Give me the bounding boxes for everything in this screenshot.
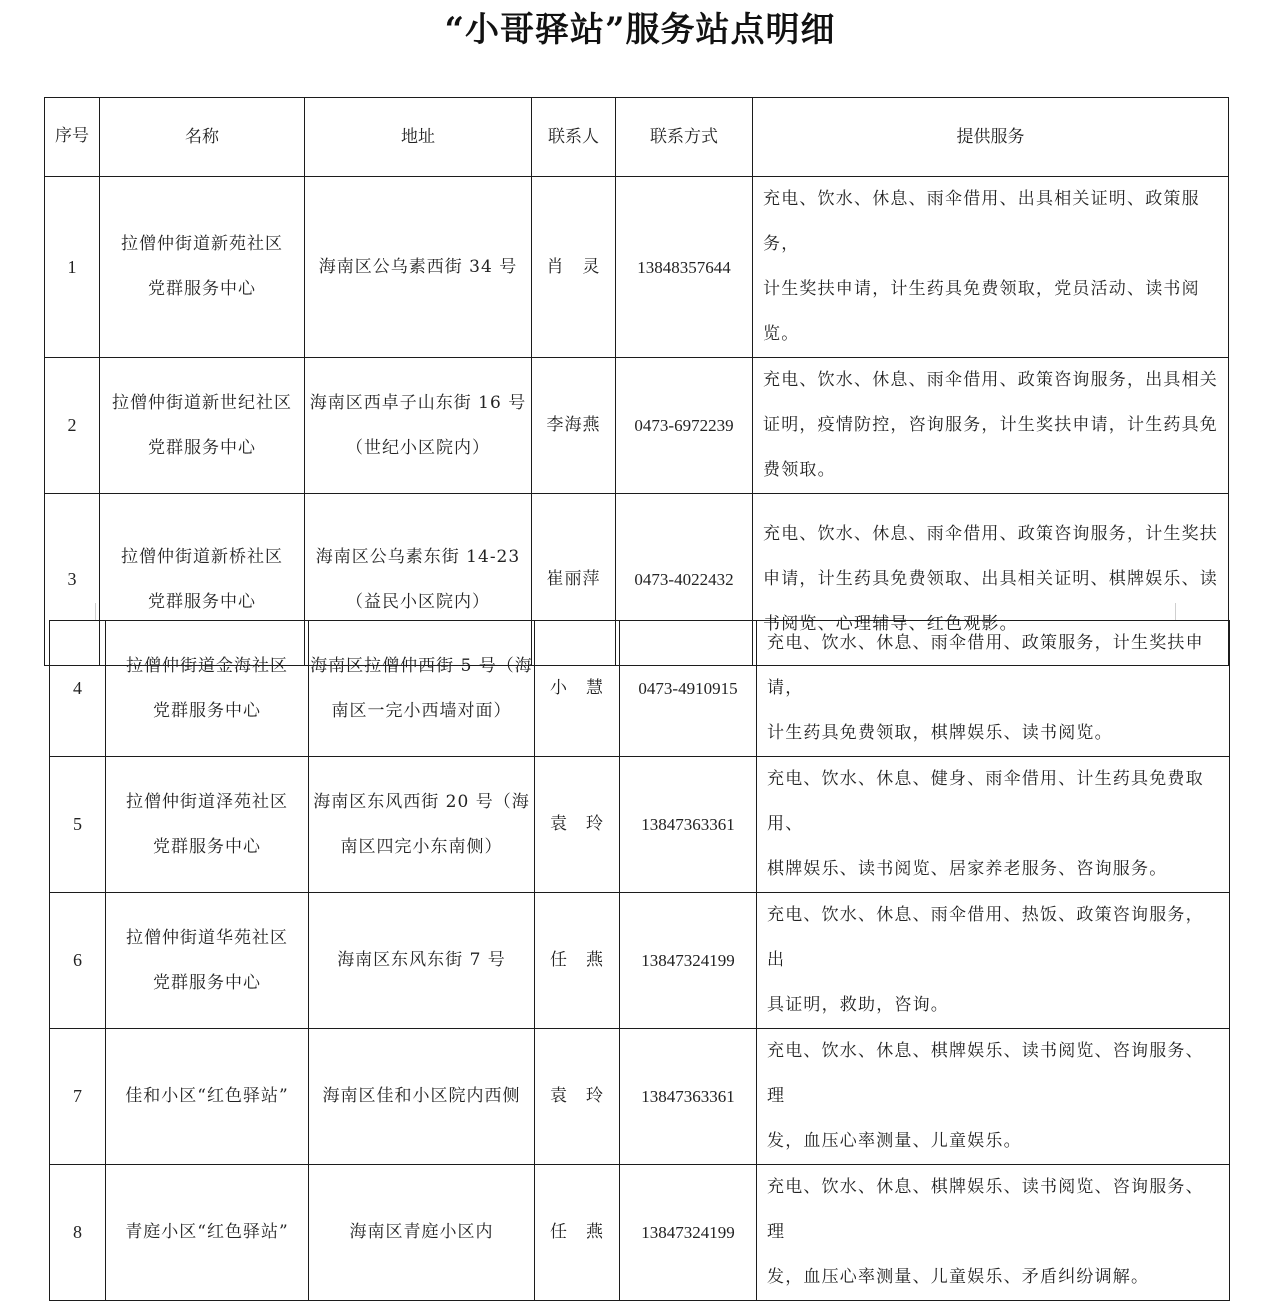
header-contact-person: 联系人 [532,98,616,177]
station-address-line: 海南区东风西街 20 号（海 [313,791,530,812]
services-line: 计生药具免费领取，棋牌娱乐、读书阅览。 [767,723,1113,743]
services [757,757,1230,893]
stations-table-part-2 [49,620,1230,1301]
services [757,893,1230,1029]
services-line: 充电、饮水、休息、雨伞借用、政策服务，计生奖扶申请， [767,633,1204,698]
contact-phone: 0473-4022432 [616,494,753,666]
contact-phone: 13847324199 [620,1165,757,1301]
services-line: 发，血压心率测量、儿童娱乐、矛盾纠纷调解。 [767,1267,1150,1287]
contact-person: 任 燕 [535,1165,620,1301]
contact-person: 肖 灵 [532,177,616,358]
services [757,1165,1230,1301]
table-row [45,358,1229,494]
station-name-line: 党群服务中心 [148,591,256,612]
station-name-line: 党群服务中心 [153,972,261,993]
page-title: “小哥驿站”服务站点明细 [444,10,836,50]
contact-person: 小 慧 [535,621,620,757]
station-name-line: 党群服务中心 [153,700,261,721]
station-address [309,757,535,893]
services [757,621,1230,757]
station-address-line: 海南区拉僧仲西街 5 号（海 [310,655,533,676]
header-address: 地址 [305,98,532,177]
contact-phone: 13847363361 [620,757,757,893]
services-line: 具证明，救助，咨询。 [767,995,949,1015]
contact-person: 袁 玲 [535,1029,620,1165]
header-contact-phone: 联系方式 [616,98,753,177]
station-address-line: 南区四完小东南侧） [340,836,503,857]
services-line: 充电、饮水、休息、雨伞借用、政策咨询服务，出具相关 [763,370,1218,390]
services-line: 棋牌娱乐、读书阅览、居家养老服务、咨询服务。 [767,859,1168,879]
contact-phone: 0473-6972239 [616,358,753,494]
station-address-line: 南区一完小西墙对面） [331,700,512,721]
contact-person: 崔丽萍 [532,494,616,666]
contact-person: 袁 玲 [535,757,620,893]
station-name-line: 拉僧仲街道新苑社区 [121,234,283,254]
station-name-line: 拉僧仲街道华苑社区 [126,927,288,948]
table-row [50,1029,1230,1165]
station-name-line: 党群服务中心 [148,437,256,458]
services [753,358,1229,494]
table-header-row [45,98,1229,177]
station-address [305,358,532,494]
station-name-line: 拉僧仲街道新世纪社区 [112,392,292,413]
station-name [106,757,309,893]
services-line: 费领取。 [763,460,836,480]
station-address: 海南区青庭小区内 [309,1165,535,1301]
row-index: 3 [45,494,100,666]
table-row [50,1165,1230,1301]
header-index: 序号 [45,98,100,177]
contact-phone: 0473-4910915 [620,621,757,757]
services-line: 充电、饮水、休息、雨伞借用、政策咨询服务，计生奖扶 [763,524,1218,544]
station-address-line: （世纪小区院内） [346,437,490,458]
station-address: 海南区东风东街 7 号 [309,893,535,1029]
row-index: 7 [50,1029,106,1165]
station-address-line: （益民小区院内） [346,591,490,612]
services [753,177,1229,358]
station-name-line: 党群服务中心 [153,836,261,857]
station-name-line: 拉僧仲街道泽苑社区 [126,791,288,812]
station-address: 海南区佳和小区院内西侧 [309,1029,535,1165]
page-margin-mark-right [1175,603,1176,620]
header-name: 名称 [100,98,305,177]
services-line: 书阅览、心理辅导、红色观影。 [763,614,1018,634]
page-margin-mark-left [95,603,96,620]
services-line: 申请，计生药具免费领取、出具相关证明、棋牌娱乐、读 [763,569,1218,589]
row-index: 8 [50,1165,106,1301]
services [757,1029,1230,1165]
table-row [50,621,1230,757]
services-line: 充电、饮水、休息、雨伞借用、出具相关证明、政策服务， [763,189,1200,254]
station-address-line: 海南区公乌素东街 14-23 [315,546,521,567]
row-index: 1 [45,177,100,358]
services-line: 证明，疫情防控，咨询服务，计生奖扶申请，计生药具免 [763,415,1218,435]
station-name: 佳和小区“红色驿站” [106,1029,309,1165]
contact-phone: 13847324199 [620,893,757,1029]
header-services: 提供服务 [753,98,1229,177]
station-name-line: 拉僧仲街道金海社区 [126,655,288,676]
station-name-line: 拉僧仲街道新桥社区 [121,546,283,567]
row-index: 4 [50,621,106,757]
contact-person: 任 燕 [535,893,620,1029]
station-address: 海南区公乌素西街 34 号 [305,177,532,358]
services-line: 充电、饮水、休息、棋牌娱乐、读书阅览、咨询服务、理 [767,1041,1204,1106]
services-line: 充电、饮水、休息、健身、雨伞借用、计生药具免费取用、 [767,769,1204,834]
services-line: 发，血压心率测量、儿童娱乐。 [767,1131,1022,1151]
contact-phone: 13848357644 [616,177,753,358]
contact-phone: 13847363361 [620,1029,757,1165]
station-name [106,893,309,1029]
station-name-line: 党群服务中心 [148,279,256,299]
services-line: 计生奖扶申请，计生药具免费领取，党员活动、读书阅览。 [763,279,1200,344]
station-name [106,621,309,757]
row-index: 5 [50,757,106,893]
table-row [50,893,1230,1029]
contact-person: 李海燕 [532,358,616,494]
services-line: 充电、饮水、休息、雨伞借用、热饭、政策咨询服务，出 [767,905,1204,970]
station-name: 青庭小区“红色驿站” [106,1165,309,1301]
row-index: 2 [45,358,100,494]
station-address [309,621,535,757]
services-line: 充电、饮水、休息、棋牌娱乐、读书阅览、咨询服务、理 [767,1177,1204,1242]
station-name [100,177,305,358]
table-row [45,177,1229,358]
station-address-line: 海南区西卓子山东街 16 号 [309,392,527,413]
row-index: 6 [50,893,106,1029]
table-row [50,757,1230,893]
station-name [100,358,305,494]
stations-table-part-1 [44,97,1229,666]
